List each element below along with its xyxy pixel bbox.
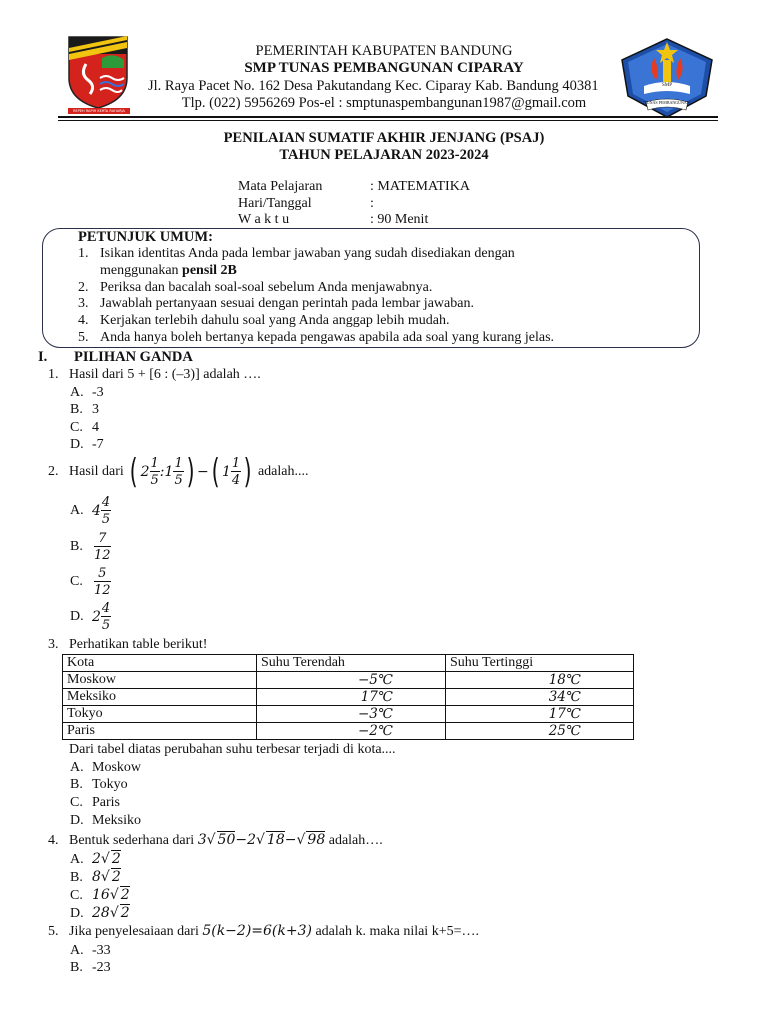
q2-option-d[interactable]: D. 2 $\frac{4}{5}$: [70, 601, 111, 633]
header-contact: Tlp. (022) 5956269 Pos-el : smptunaspembangunan1987@gmail.com: [181, 95, 587, 111]
section-heading: I. PILIHAN GANDA: [38, 349, 193, 365]
instruction-item: 2. Periksa dan bacalah soal-soal sebelum Anda menjawabnya.: [78, 280, 433, 295]
question-4: 4. Bentuk sederhana dari 3√ 50−2√ 18−√ 98 adalah….: [48, 832, 383, 848]
header-government: PEMERINTAH KABUPATEN BANDUNG: [255, 43, 513, 59]
q3-option-d[interactable]: D. Meksiko: [70, 813, 141, 828]
instruction-item-cont: menggunakan pensil 2B: [100, 263, 237, 278]
header-divider-thin: [58, 120, 718, 121]
right-logo-label: SMP: [661, 83, 672, 88]
table-cell: Meksiko: [63, 689, 257, 706]
question-2: 2. Hasil dari ( 2 $\frac{1}{5}$ :1 $\frac{1}{5}$ ) −( 1 $\frac{1}{4}$ ) adalah....: [48, 452, 309, 492]
q1-option-a[interactable]: A. -3: [70, 385, 104, 400]
exam-year: TAHUN PELAJARAN 2023-2024: [279, 147, 489, 163]
field-time: W a k t u : 90 Menit: [238, 212, 429, 227]
instruction-item: 4. Kerjakan terlebih dahulu soal yang Anda anggap lebih mudah.: [78, 313, 450, 328]
question-3-prompt: Dari tabel diatas perubahan suhu terbesar terjadi di kota....: [69, 742, 396, 757]
table-cell: −5℃: [257, 672, 446, 689]
table-header: Suhu Terendah: [257, 655, 446, 672]
q4-option-d[interactable]: D. 28√ 2: [70, 905, 130, 921]
exam-title: PENILAIAN SUMATIF AKHIR JENJANG (PSAJ): [223, 130, 545, 146]
q5-option-b[interactable]: B. -23: [70, 960, 111, 975]
table-cell: Moskow: [63, 672, 257, 689]
q1-option-d[interactable]: D. -7: [70, 437, 104, 452]
q2-option-a[interactable]: A. 4 $\frac{4}{5}$: [70, 495, 111, 527]
q3-option-a[interactable]: A. Moskow: [70, 760, 142, 775]
q2-option-c[interactable]: C. $\frac{5}{12}$: [70, 566, 111, 598]
table-header: Suhu Tertinggi: [446, 655, 634, 672]
q4-option-b[interactable]: B. 8√ 2: [70, 869, 121, 885]
q5-option-a[interactable]: A. -33: [70, 943, 111, 958]
question-5: 5. Jika penyelesaiaan dari 5(k−2)=6(k+3) adalah k. maka nilai k+5=….: [48, 923, 479, 939]
instruction-item: 5. Anda hanya boleh bertanya kepada pengawas apabila ada soal yang kurang jelas.: [78, 330, 555, 345]
q1-option-c[interactable]: C. 4: [70, 420, 99, 435]
table-cell: Paris: [63, 723, 257, 740]
table-cell: 25℃: [446, 723, 634, 740]
table-row: [63, 672, 634, 689]
left-logo-motto: REPEH RAPIH KERTA RAHARJA: [68, 108, 130, 114]
instruction-item: 3. Jawablah pertanyaan sesuai dengan perintah pada lembar jawaban.: [78, 296, 474, 311]
table-header: Kota: [63, 655, 257, 672]
q4-option-c[interactable]: C. 16√ 2: [70, 887, 130, 903]
question-3: 3. Perhatikan table berikut!: [48, 637, 208, 652]
table-cell: 18℃: [446, 672, 634, 689]
q2-option-b[interactable]: B. $\frac{7}{12}$: [70, 531, 111, 563]
header-divider-thick: [58, 116, 718, 118]
q1-option-b[interactable]: B. 3: [70, 402, 99, 417]
table-cell: −3℃: [257, 706, 446, 723]
header-address: Jl. Raya Pacet No. 162 Desa Pakutandang Kec. Ciparay Kab. Bandung 40381: [148, 78, 599, 94]
q3-option-b[interactable]: B. Tokyo: [70, 777, 128, 792]
temperature-table: [62, 654, 634, 740]
field-date: Hari/Tanggal :: [238, 196, 374, 211]
table-row: [63, 706, 634, 723]
q3-option-c[interactable]: C. Paris: [70, 795, 120, 810]
field-subject: Mata Pelajaran : MATEMATIKA: [238, 179, 470, 194]
table-row: [63, 689, 634, 706]
instructions-title: PETUNJUK UMUM:: [78, 229, 213, 245]
table-header-row: [63, 655, 634, 672]
table-cell: Tokyo: [63, 706, 257, 723]
question-1: 1. Hasil dari 5 + [6 : (–3)] adalah ….: [48, 367, 261, 382]
table-cell: 17℃: [257, 689, 446, 706]
table-cell: −2℃: [257, 723, 446, 740]
header-school-name: SMP TUNAS PEMBANGUNAN CIPARAY: [244, 60, 524, 76]
table-row: [63, 723, 634, 740]
table-cell: 17℃: [446, 706, 634, 723]
table-cell: 34℃: [446, 689, 634, 706]
right-logo-motto: TUNAS PEMBANGUNAN: [644, 100, 690, 105]
instruction-item: 1. Isikan identitas Anda pada lembar jawaban yang sudah disediakan dengan: [78, 246, 515, 261]
q4-option-a[interactable]: A. 2√ 2: [70, 851, 121, 867]
